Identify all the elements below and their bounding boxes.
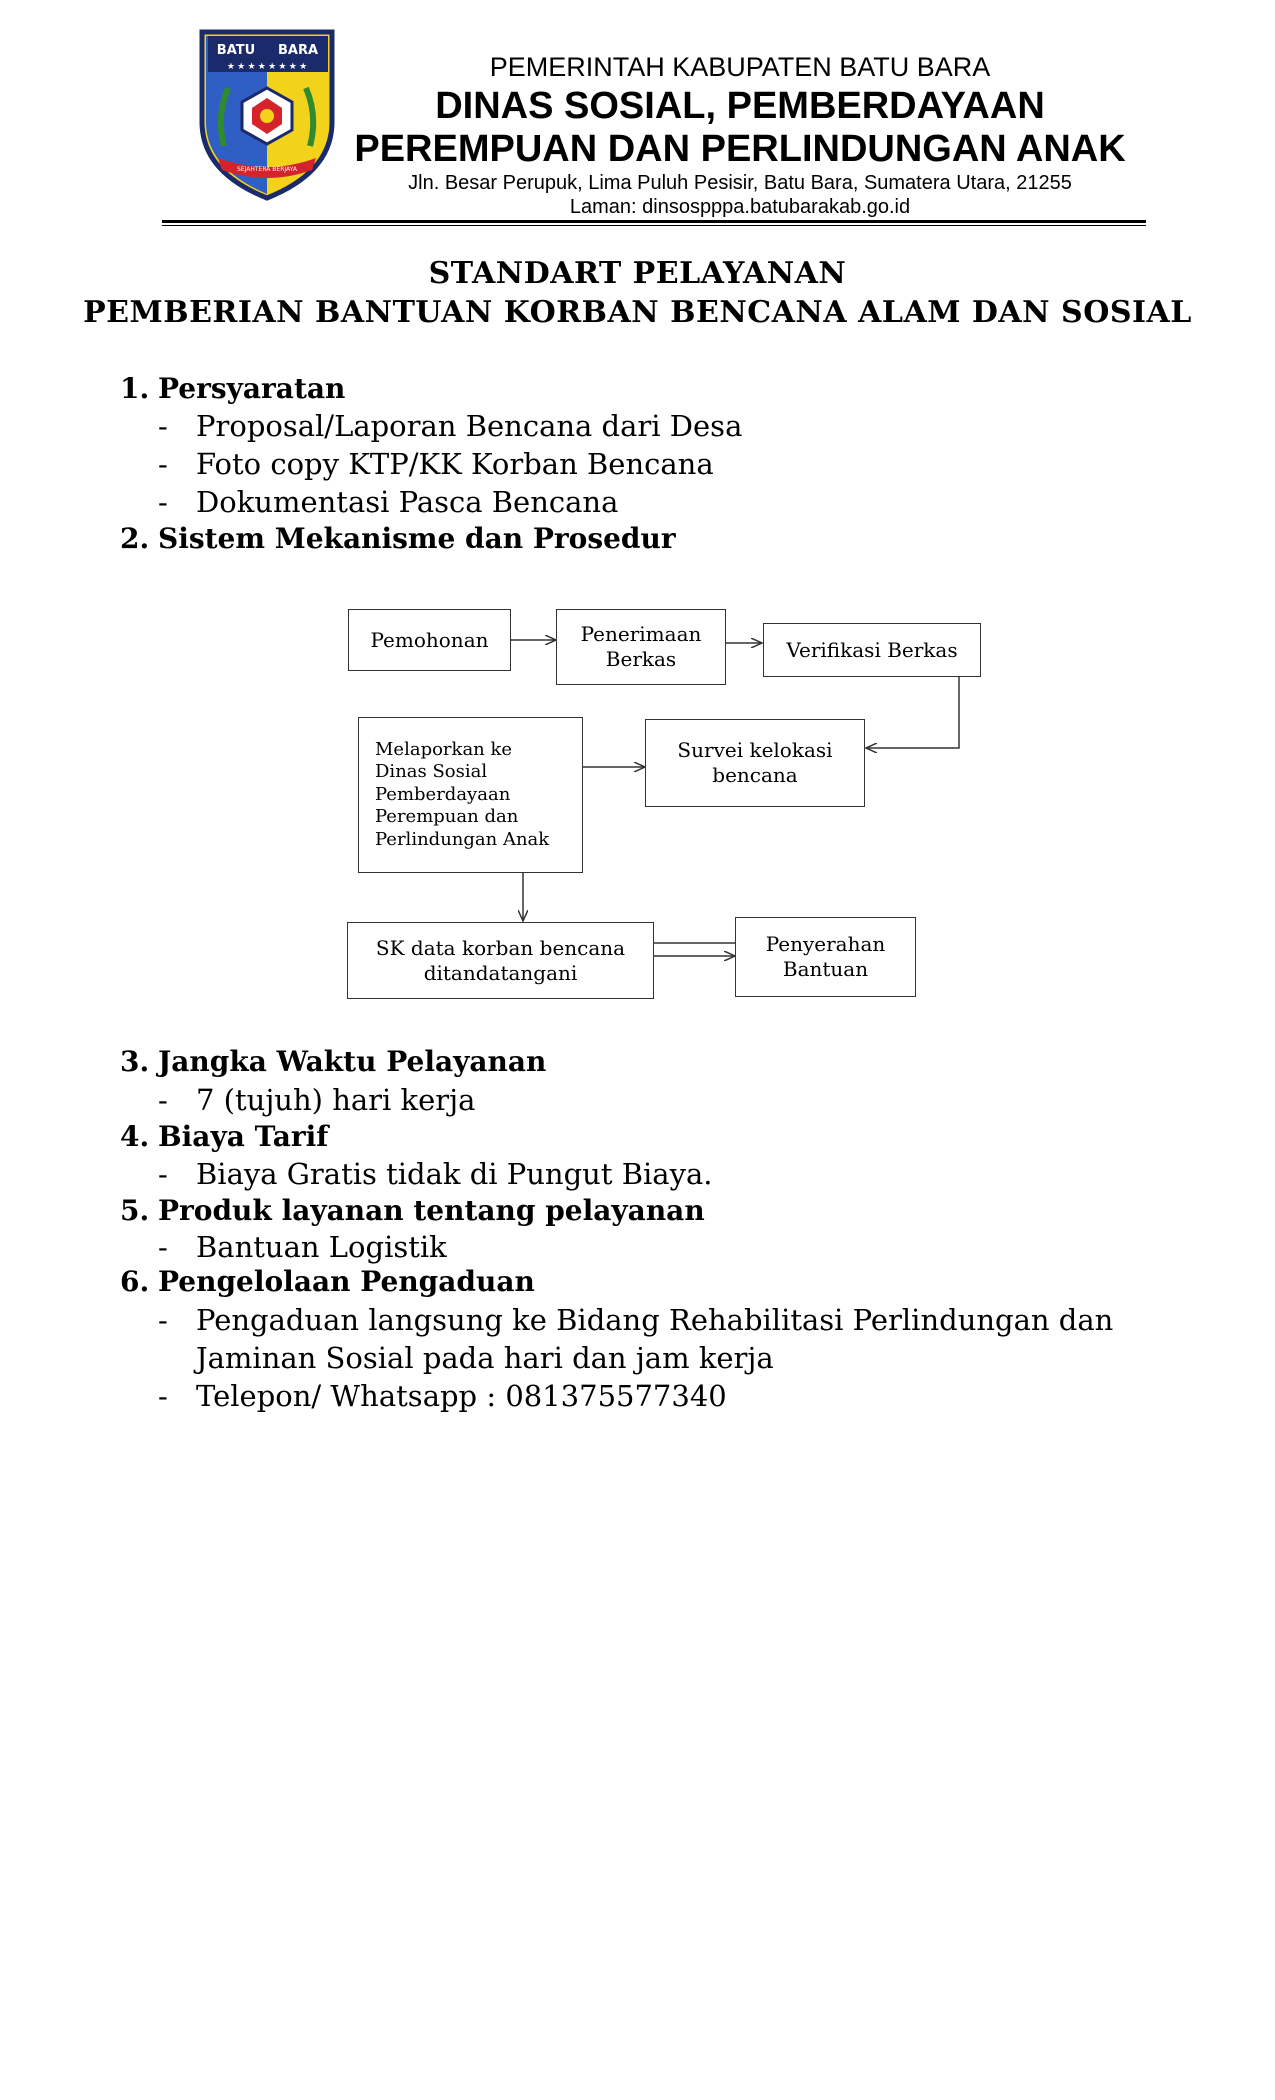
section-heading: [120, 1120, 328, 1153]
department-name-line1: DINAS SOSIAL, PEMBERDAYAAN: [435, 85, 1045, 127]
flow-box-label: Pemberdayaan: [375, 783, 511, 805]
flow-box-label: Berkas: [605, 647, 677, 671]
flow-box-survei: [645, 719, 865, 807]
list-item-text: Proposal/Laporan Bencana dari Desa: [196, 409, 743, 443]
list-item-text: Dokumentasi Pasca Bencana: [196, 485, 619, 519]
section-heading: [120, 522, 676, 555]
section-title: Jangka Waktu Pelayanan: [158, 1045, 547, 1078]
section-heading: [120, 372, 345, 405]
list-dash: -: [158, 1303, 168, 1337]
letterhead-rule-thin: [162, 225, 1146, 226]
section-title: Pengelolaan Pengaduan: [158, 1265, 535, 1298]
list-item: [158, 409, 742, 443]
arrow-verifikasi-survei: [866, 677, 959, 748]
flow-box-melaporkan: [358, 717, 583, 873]
flow-box-sk-data: [347, 922, 654, 999]
list-item: [158, 1303, 1113, 1337]
flow-box-label: Dinas Sosial: [375, 761, 488, 783]
department-name-line2: PEREMPUAN DAN PERLINDUNGAN ANAK: [354, 128, 1126, 170]
section-number: 2.: [120, 522, 150, 555]
list-dash: -: [158, 1379, 168, 1413]
section-title: Produk layanan tentang pelayanan: [158, 1194, 705, 1227]
section-number: 3.: [120, 1045, 150, 1078]
document-title: STANDART PELAYANAN: [428, 256, 847, 291]
list-item: [158, 1157, 713, 1191]
list-item-text: Pengaduan langsung ke Bidang Rehabilitasi Perlindungan dan: [196, 1303, 1114, 1337]
section-title: Biaya Tarif: [158, 1120, 329, 1153]
letterhead-rule-thick: [162, 220, 1146, 223]
svg-text:BATU: BATU: [216, 43, 256, 58]
document-subtitle: PEMBERIAN BANTUAN KORBAN BENCANA ALAM DAN SOSIAL: [83, 295, 1192, 330]
flow-box-label: Verifikasi Berkas: [786, 637, 958, 662]
flow-box-label: Penyerahan: [765, 932, 886, 956]
list-item: [158, 1083, 475, 1117]
flow-box-label: Pemohonan: [370, 627, 489, 652]
list-dash: -: [158, 409, 168, 443]
list-item: [158, 1379, 727, 1413]
section-number: 6.: [120, 1265, 150, 1298]
flow-box-label: Bantuan: [782, 957, 869, 981]
svg-text:SEJAHTERA BERJAYA: SEJAHTERA BERJAYA: [237, 166, 297, 173]
flow-box-penerimaan-berkas: [556, 609, 726, 685]
flow-box-pemohonan: [348, 609, 511, 671]
section-number: 1.: [120, 372, 150, 405]
government-name: PEMERINTAH KABUPATEN BATU BARA: [489, 52, 991, 82]
flow-box-penyerahan-bantuan: [735, 917, 916, 997]
flow-box-label: bencana: [712, 763, 798, 787]
section-title: Sistem Mekanisme dan Prosedur: [158, 522, 676, 555]
office-address: Jln. Besar Perupuk, Lima Puluh Pesisir, Batu Bara, Sumatera Utara, 21255: [408, 172, 1072, 194]
flow-box-label: ditandatangani: [423, 960, 578, 985]
list-dash: -: [158, 485, 168, 519]
flow-box-label: Penerimaan: [580, 622, 702, 646]
section-number: 5.: [120, 1194, 150, 1227]
section-title: Persyaratan: [158, 372, 346, 405]
list-item-text: Telepon/ Whatsapp : 081375577340: [196, 1379, 727, 1413]
flow-box-label: Survei kelokasi: [677, 738, 833, 762]
flow-box-label: Perempuan dan: [375, 806, 519, 828]
svg-text:★ ★ ★ ★ ★ ★ ★ ★: ★ ★ ★ ★ ★ ★ ★ ★: [226, 61, 308, 71]
office-website: Laman: dinsospppa.batubarakab.go.id: [569, 196, 911, 218]
list-dash: -: [158, 1083, 168, 1117]
flow-box-label: SK data korban bencana: [375, 935, 626, 960]
svg-text:BARA: BARA: [277, 43, 319, 58]
list-item: [158, 485, 618, 519]
list-item-text: Foto copy KTP/KK Korban Bencana: [196, 447, 714, 481]
list-dash: -: [158, 1230, 168, 1264]
section-heading: [120, 1194, 705, 1227]
list-item-text: 7 (tujuh) hari kerja: [196, 1083, 476, 1117]
list-item: [158, 1230, 447, 1264]
list-dash: -: [158, 447, 168, 481]
flow-box-label: Melaporkan ke: [375, 738, 513, 760]
list-item: [158, 447, 714, 481]
section-heading: [120, 1265, 535, 1298]
list-item-continuation: Jaminan Sosial pada hari dan jam kerja: [196, 1341, 774, 1375]
list-item-text: Bantuan Logistik: [196, 1230, 447, 1264]
section-number: 4.: [120, 1120, 150, 1153]
flow-box-verifikasi-berkas: [763, 623, 981, 677]
flow-box-label: Perlindungan Anak: [375, 828, 550, 850]
section-heading: [120, 1045, 546, 1078]
list-item-text: Biaya Gratis tidak di Pungut Biaya.: [196, 1157, 713, 1191]
list-dash: -: [158, 1157, 168, 1191]
